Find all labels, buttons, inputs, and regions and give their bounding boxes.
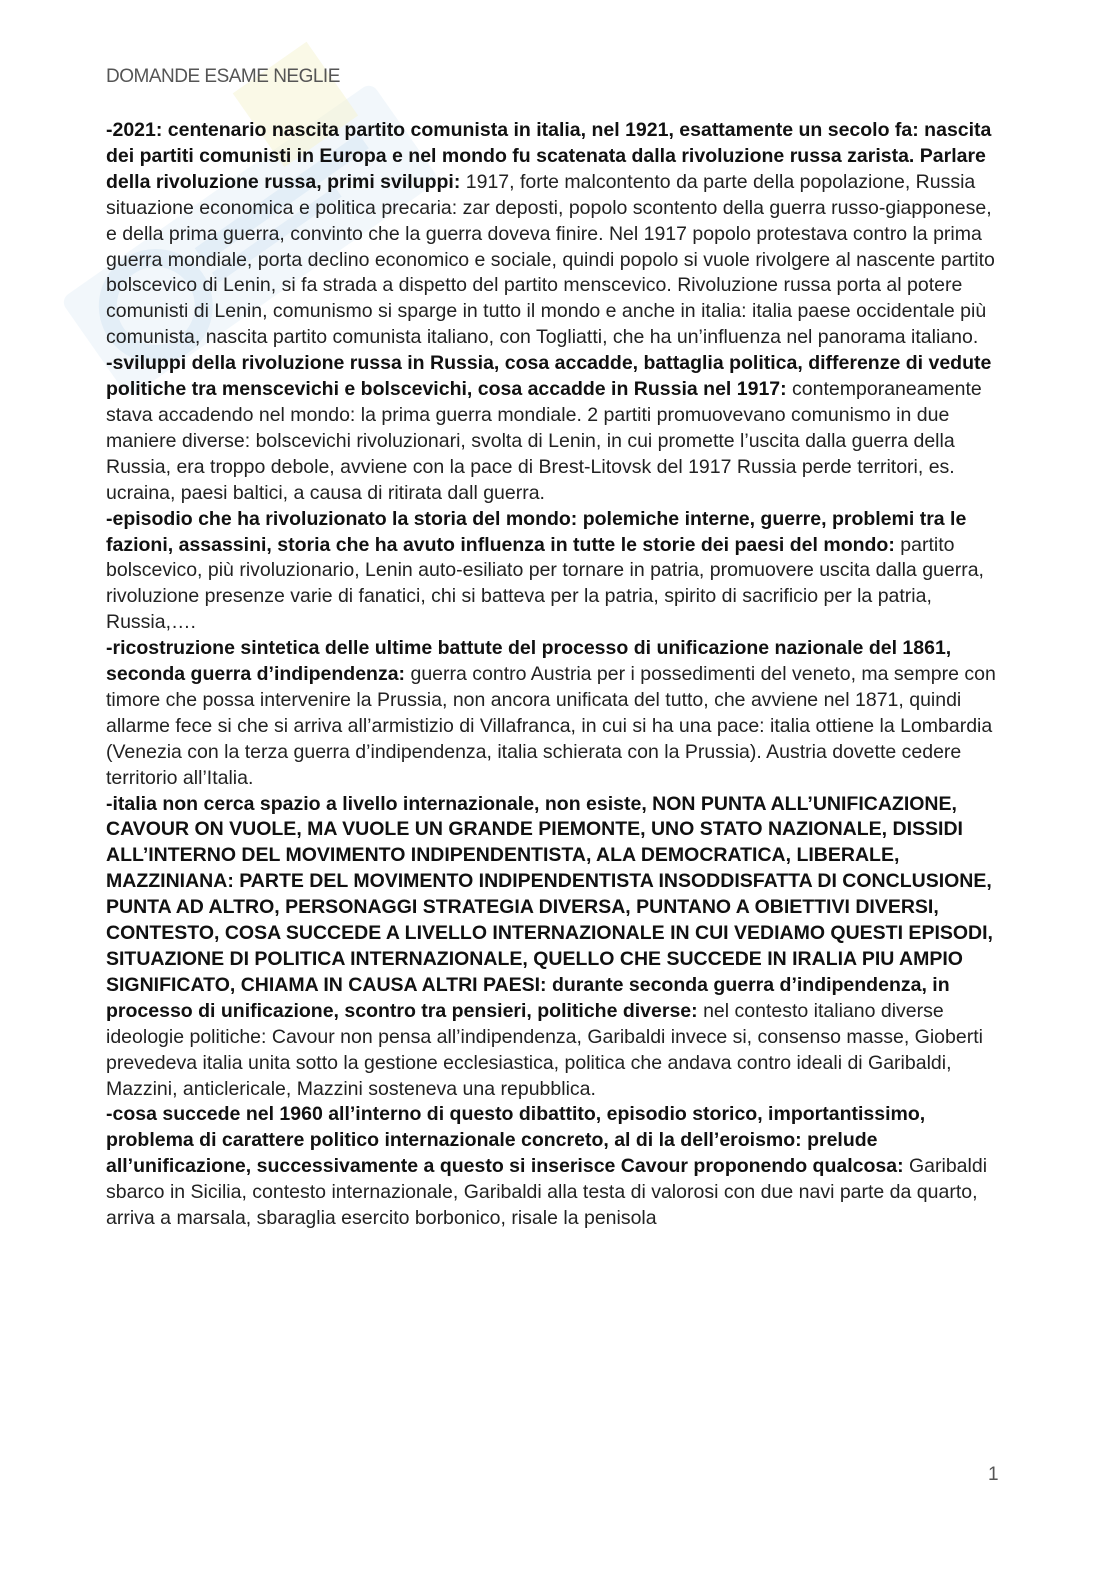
page-number: 1	[988, 1464, 999, 1485]
answer-text: contemporaneamente stava accadendo nel mondo: la prima guerra mondiale. 2 partiti promuovevano comunismo in due maniere diverse: bolscevichi rivoluzionari, svolta di Lenin, in cui promette l’uscita dalla guerra della Russia, era troppo debole, avviene con la pace di Brest-Litovsk del 1917 Russia perde territori, es. ucraina, paesi baltici, a causa di ritirata dall guerra.	[106, 378, 982, 504]
paragraph-2	[106, 351, 1006, 506]
question-text: -episodio che ha rivoluzionato la storia del mondo: polemiche interne, guerre, problemi tra le fazioni, assassini, storia che ha avuto influenza in tutte le storie dei paesi del mondo:	[106, 507, 967, 556]
question-text: -italia non cerca spazio a livello internazionale, non esiste, NON PUNTA ALL’UNIFICAZIONE, CAVOUR ON VUOLE, MA VUOLE UN GRANDE PIEMONTE, UNO STATO NAZIONALE, DISSIDI ALL’INTERNO DEL MOVIMENTO INDIPENDENTISTA, ALA DEMOCRATICA, LIBERALE, MAZZINIANA: PARTE DEL MOVIMENTO INDIPENDENTISTA INSODDISFATTA DI CONCLUSIONE, PUNTA AD ALTRO, PERSONAGGI STRATEGIA DIVERSA, PUNTANO A OBIETTIVI DIVERSI, CONTESTO, COSA SUCCEDE A LIVELLO INTERNAZIONALE IN CUI VEDIAMO QUESTI EPISODI, SITUAZIONE DI POLITICA INTERNAZIONALE, QUELLO CHE SUCCEDE IN IRALIA PIU AMPIO SIGNIFICATO, CHIAMA IN CAUSA ALTRI PAESI: durante seconda guerra d’indipendenza, in processo di unificazione, scontro tra pensieri, politiche diverse:	[106, 792, 993, 1022]
paragraph-4	[106, 636, 1006, 791]
document-body	[106, 118, 1006, 1232]
question-text: -ricostruzione sintetica delle ultime battute del processo di unificazione nazionale del 1861, seconda guerra d’indipendenza:	[106, 637, 952, 686]
paragraph-5	[106, 792, 1006, 1103]
paragraph-6	[106, 1102, 1006, 1232]
answer-text: Garibaldi sbarco in Sicilia, contesto internazionale, Garibaldi alla testa di valorosi con due navi parte da quarto, arriva a marsala, sbaraglia esercito borbonico, risale la penisola	[106, 1155, 988, 1230]
answer-text: 1917, forte malcontento da parte della popolazione, Russia situazione economica e politica precaria: zar deposti, popolo scontento della guerra russo-giapponese, e della prima guerra, convinto che la guerra doveva finire. Nel 1917 popolo protestava contro la prima guerra mondiale, porta declino economico e sociale, quindi popolo si vuole rivolgere al nascente partito bolscevico di Lenin, si fa strada a dispetto del partito menscevico. Rivoluzione russa porta al potere comunisti di Lenin, comunismo si sparge in tutto il mondo e anche in italia: italia paese occidentale più comunista, nascita partito comunista italiano, con Togliatti, che ha un’influenza nel panorama italiano.	[106, 170, 995, 349]
question-text: -sviluppi della rivoluzione russa in Russia, cosa accadde, battaglia politica, differenze di vedute politiche tra menscevichi e bolscevichi, cosa accadde in Russia nel 1917:	[106, 352, 992, 401]
answer-text: partito bolscevico, più rivoluzionario, Lenin auto-esiliato per tornare in patria, promuovere uscita dalla guerra, rivoluzione presenze varie di fanatici, chi si batteva per la patria, spirito di sacrificio per la patria, Russia,….	[106, 533, 984, 634]
answer-text: guerra contro Austria per i possedimenti del veneto, ma sempre con timore che possa intervenire la Prussia, non ancora unificata del tutto, che avviene nel 1871, quindi allarme fece si che si arriva all’armistizio di Villafranca, in cui si ha una pace: italia ottiene la Lombardia (Venezia con la terza guerra d’indipendenza, italia schierata con la Prussia). Austria dovette cedere territorio all’Italia.	[106, 663, 996, 789]
paragraph-3	[106, 507, 1006, 637]
question-text: -2021: centenario nascita partito comunista in italia, nel 1921, esattamente un secolo fa: nascita dei partiti comunisti in Europa e nel mondo fu scatenata dalla rivoluzione russa zarista. Parlare della rivoluzione russa, primi sviluppi:	[106, 119, 992, 193]
document-header: DOMANDE ESAME NEGLIE	[106, 66, 340, 87]
question-text: -cosa succede nel 1960 all’interno di questo dibattito, episodio storico, importantissimo, problema di carattere politico internazionale concreto, al di la dell’eroismo: prelude all’unificazione, successivamente a questo si inserisce Cavour proponendo qualcosa:	[106, 1103, 926, 1178]
answer-text: nel contesto italiano diverse ideologie politiche: Cavour non pensa all’indipendenza, Garibaldi invece si, consenso masse, Gioberti prevedeva italia unita sotto la gestione ecclesiastica, politica che andava contro ideali di Garibaldi, Mazzini, anticlericale, Mazzini sosteneva una repubblica.	[106, 999, 983, 1100]
paragraph-1	[106, 118, 1006, 351]
